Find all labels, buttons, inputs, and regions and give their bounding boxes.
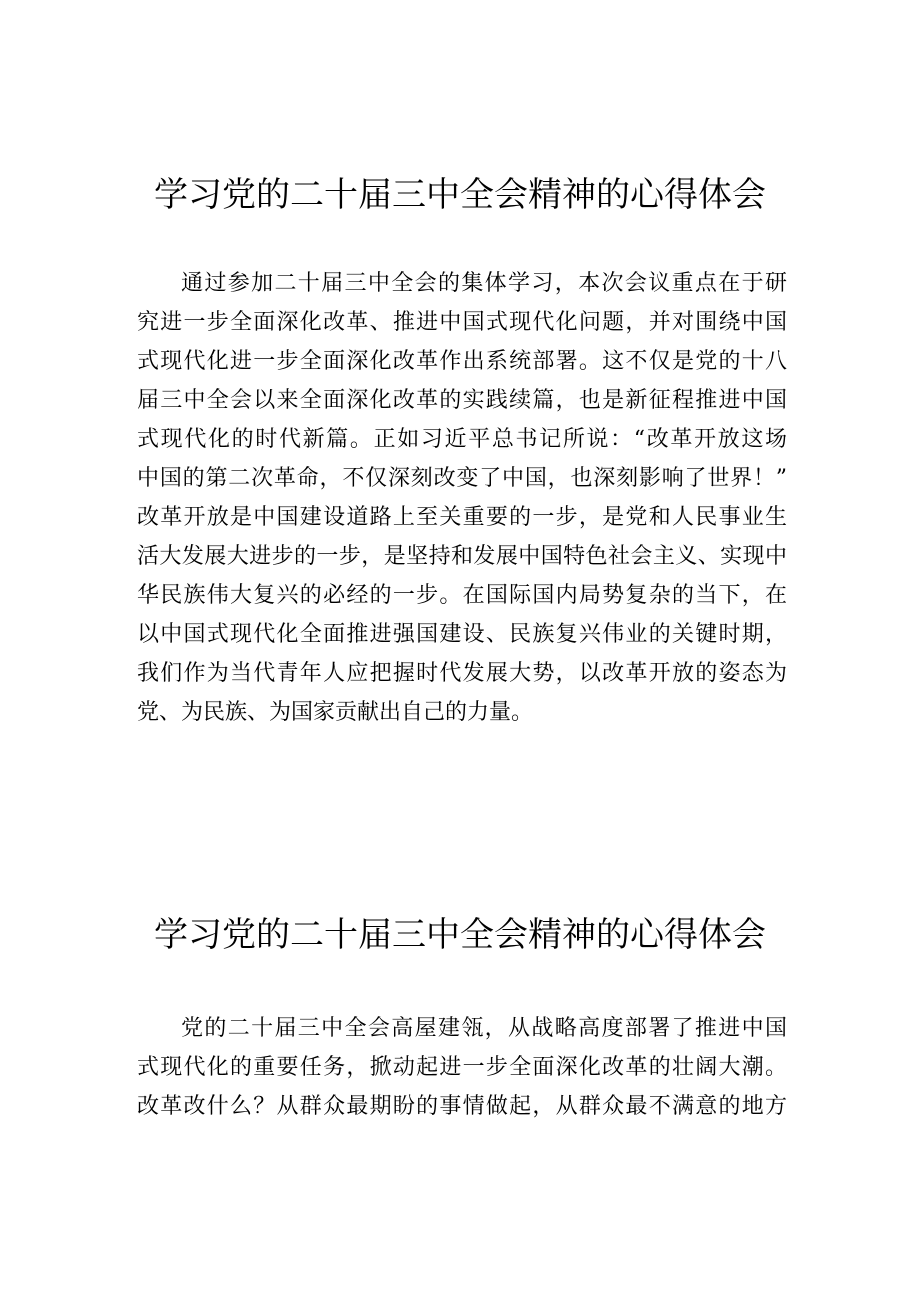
paragraph-line: 改革开放是中国建设道路上至关重要的一步，是党和人民事业生 (137, 505, 787, 530)
paragraph-line: 我们作为当代青年人应把握时代发展大势，以改革开放的姿态为 (137, 661, 787, 686)
paragraph-line: 活大发展大进步的一步，是坚持和发展中国特色社会主义、实现中 (137, 544, 787, 569)
section-2-paragraph (137, 1009, 787, 1126)
paragraph-line: 以中国式现代化全面推进强国建设、民族复兴伟业的关键时期， (137, 622, 787, 647)
paragraph-line: 式现代化进一步全面深化改革作出系统部署。这不仅是党的十八 (137, 349, 787, 374)
paragraph-line: 究进一步全面深化改革、推进中国式现代化问题，并对围绕中国 (137, 310, 787, 335)
paragraph-line: 中国的第二次革命，不仅深刻改变了中国，也深刻影响了世界！” (137, 466, 787, 491)
paragraph-line: 党的二十届三中全会高屋建瓴，从战略高度部署了推进中国 (181, 1016, 787, 1041)
section-2-title: 学习党的二十届三中全会精神的心得体会 (154, 915, 766, 955)
paragraph-line: 党、为民族、为国家贡献出自己的力量。 (137, 700, 534, 725)
paragraph-line: 式现代化的重要任务，掀动起进一步全面深化改革的壮阔大潮。 (137, 1055, 787, 1080)
paragraph-line: 通过参加二十届三中全会的集体学习，本次会议重点在于研 (181, 271, 787, 296)
paragraph-line: 式现代化的时代新篇。正如习近平总书记所说：“改革开放这场 (137, 427, 787, 452)
section-1-paragraph (137, 264, 787, 732)
paragraph-line: 华民族伟大复兴的必经的一步。在国际国内局势复杂的当下，在 (137, 583, 787, 608)
section-1-title: 学习党的二十届三中全会精神的心得体会 (154, 175, 766, 215)
paragraph-line: 届三中全会以来全面深化改革的实践续篇，也是新征程推进中国 (137, 388, 787, 413)
paragraph-line: 改革改什么？从群众最期盼的事情做起，从群众最不满意的地方 (137, 1094, 787, 1119)
